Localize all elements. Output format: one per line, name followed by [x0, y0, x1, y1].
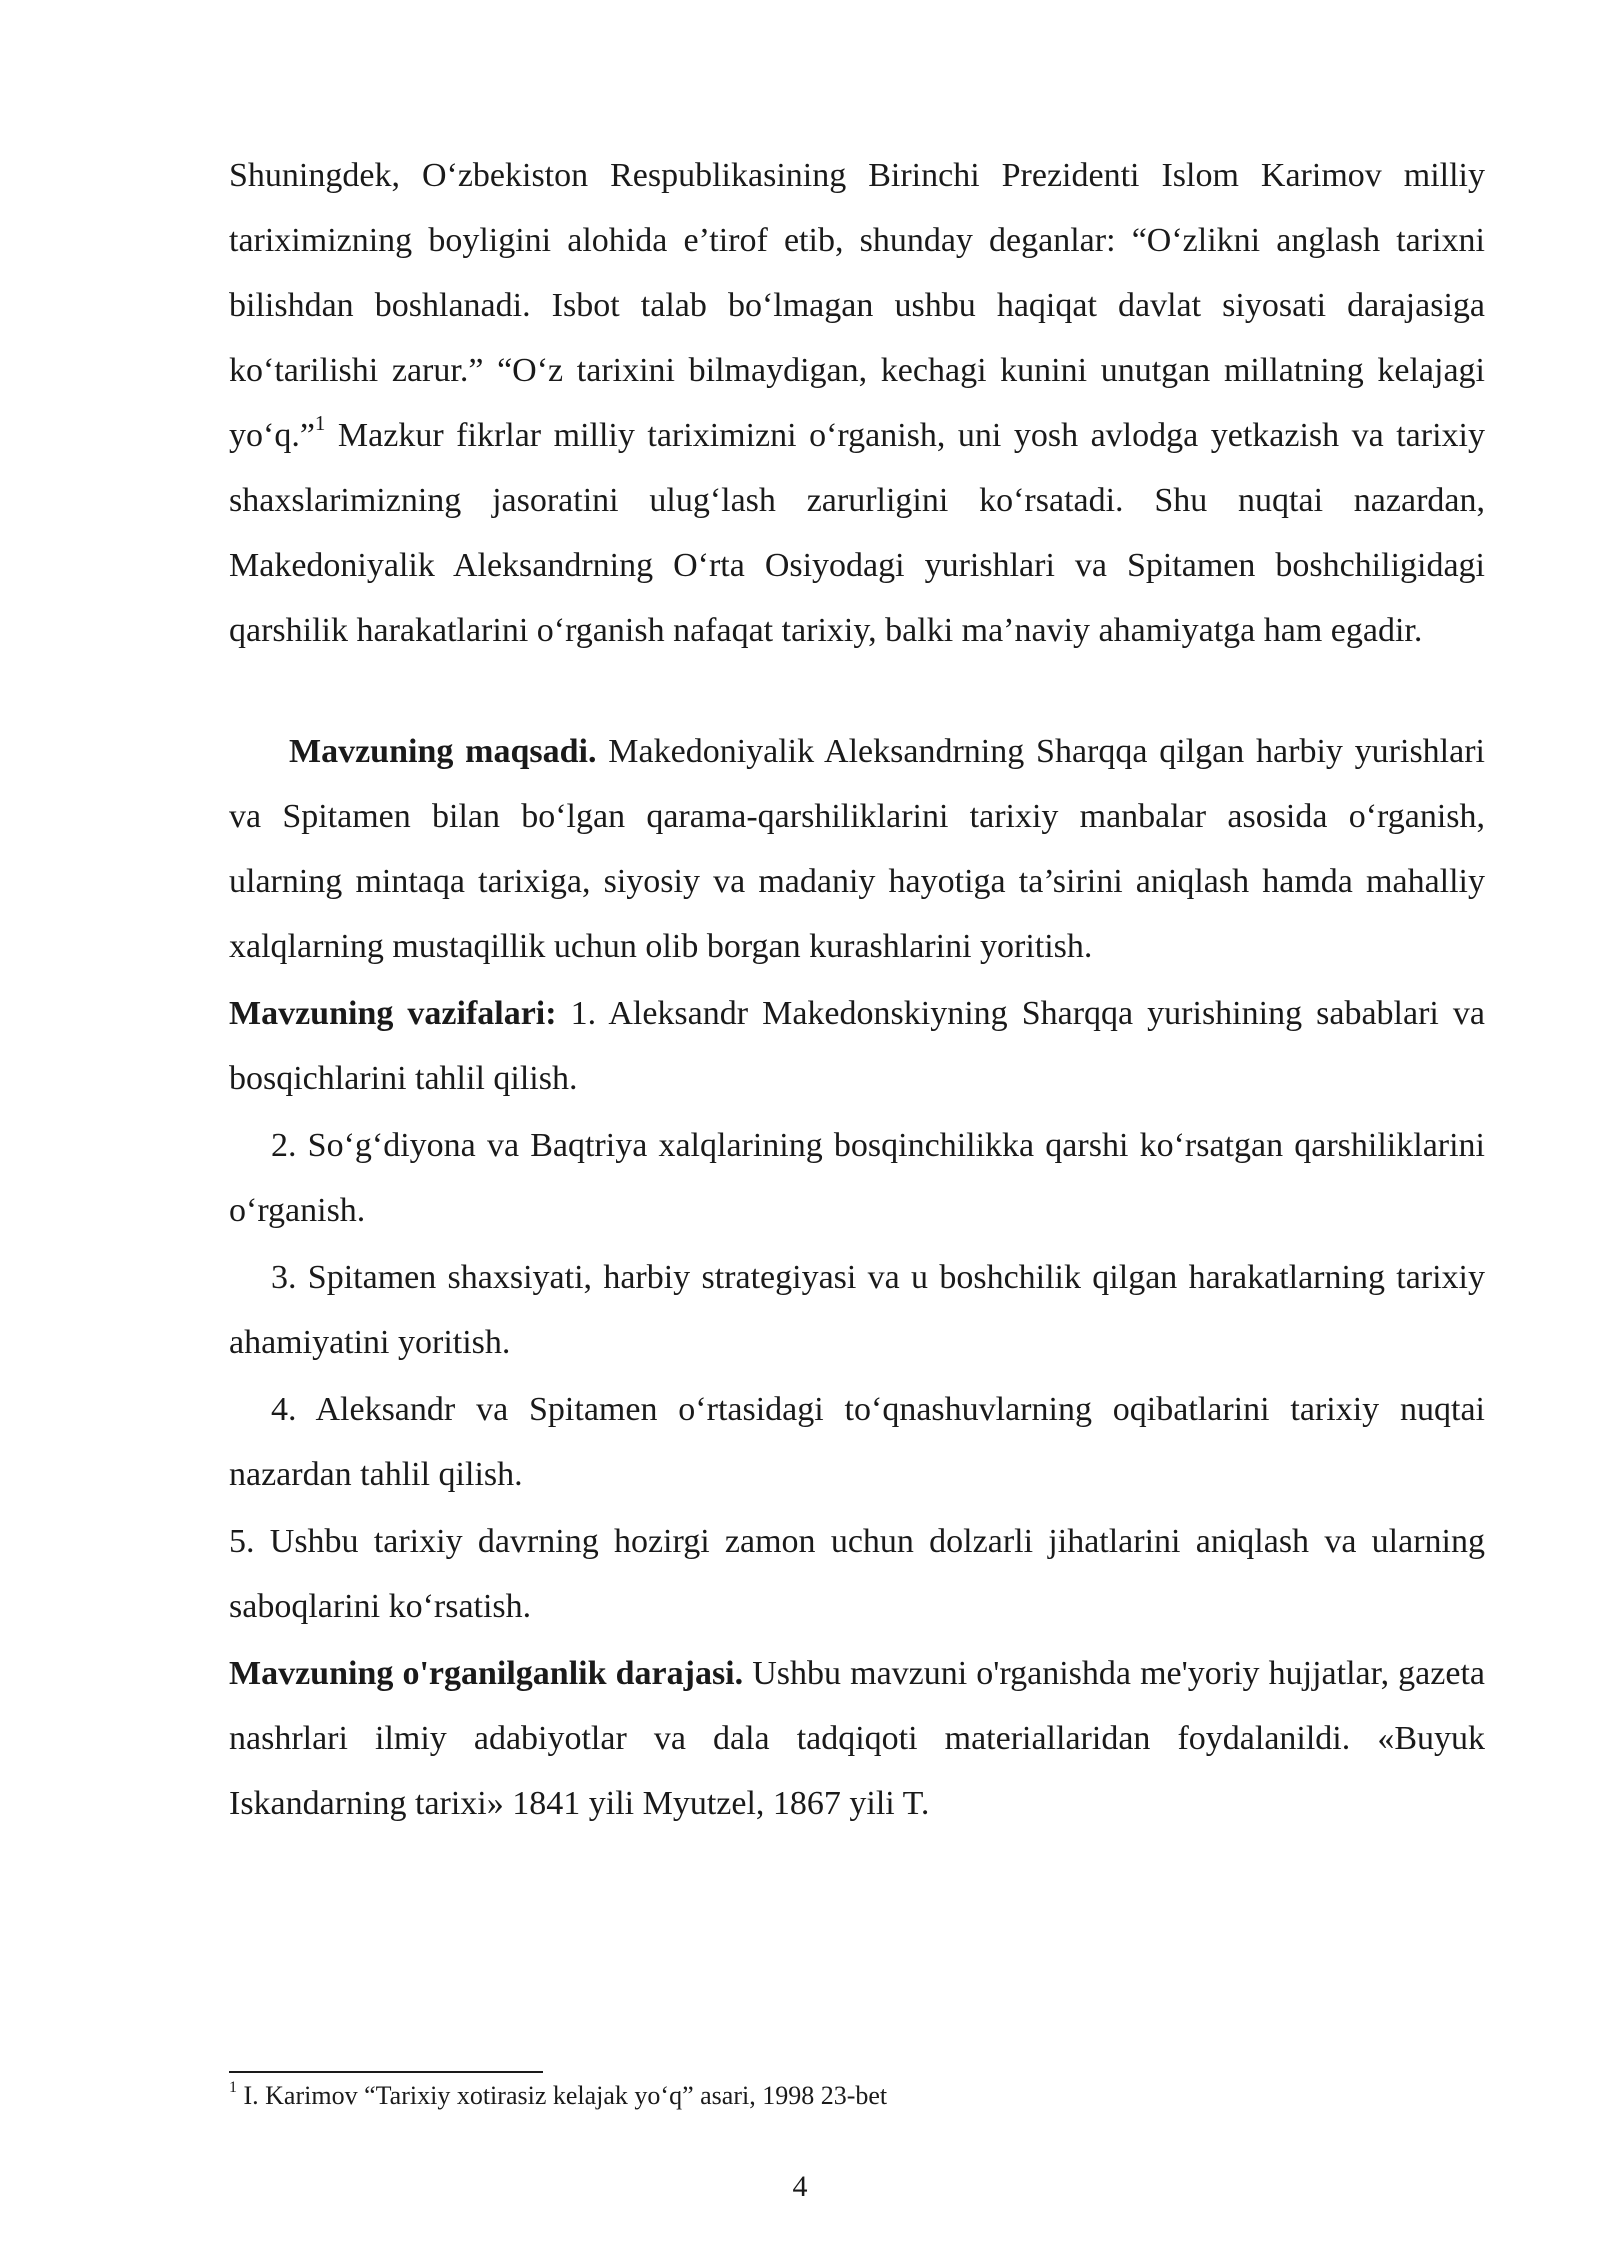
footnote	[229, 2079, 887, 2113]
study-level-paragraph	[229, 1641, 1485, 1836]
study-level-text: Ushbu mavzuni o'rganishda me'yoriy hujjatlar, gazeta nashrlari ilmiy adabiyotlar va dala tadqiqoti materiallaridan foydalanildi. «Buyuk Iskandarning tarixi» 1841 yili Myutzel, 1867 yili T.	[229, 1655, 1485, 1822]
tasks-heading: Mavzuning vazifalari:	[229, 995, 557, 1032]
footnote-reference[interactable]: 1	[314, 410, 326, 435]
page-body	[229, 143, 1485, 1836]
goal-text: Makedoniyalik Aleksandrning Sharqqa qilgan harbiy yurishlari va Spitamen bilan bo‘lgan qarama-qarshiliklarini tarixiy manbalar asosida o‘rganish, ularning mintaqa tarixiga, siyosiy va madaniy hayotiga ta’sirini aniqlash hamda mahalliy xalqlarning mustaqillik uchun olib borgan kurashlarini yoritish.	[229, 733, 1485, 965]
study-level-heading: Mavzuning o'rganilganlik darajasi.	[229, 1655, 744, 1692]
intro-text: Shuningdek, O‘zbekiston Respublikasining Birinchi Prezidenti Islom Karimov milliy tariximizning boyligini alohida e’tirof etib, shunday deganlar: “O‘zlikni anglash tarixni bilishdan boshlanadi. Isbot talab bo‘lmagan ushbu haqiqat davlat siyosati darajasiga ko‘tarilishi zarur.” “O‘z tarixini bilmaydigan, kechagi kunini unutgan millatning kelajagi yo‘q.”	[229, 157, 1485, 454]
footnote-text: I. Karimov “Tarixiy xotirasiz kelajak yo‘q” asari, 1998 23-bet	[237, 2081, 888, 2110]
goal-paragraph	[229, 719, 1485, 979]
intro-paragraph	[229, 143, 1485, 663]
task-item-3: 3. Spitamen shaxsiyati, harbiy strategiyasi va u boshchilik qilgan harakatlarning tarixiy ahamiyatini yoritish.	[229, 1259, 1485, 1361]
page-number: 4	[792, 2170, 808, 2203]
task-item-4: 4. Aleksandr va Spitamen o‘rtasidagi to‘qnashuvlarning oqibatlarini tarixiy nuqtai nazardan tahlil qilish.	[229, 1391, 1485, 1493]
intro-text-continued: Mazkur fikrlar milliy tariximizni o‘rganish, uni yosh avlodga yetkazish va tarixiy shaxslarimizning jasoratini ulug‘lash zarurligini ko‘rsatadi. Shu nuqtai nazardan, Makedoniyalik Aleksandrning O‘rta Osiyodagi yurishlari va Spitamen boshchiligidagi qarshilik harakatlarini o‘rganish nafaqat tarixiy, balki ma’naviy ahamiyatga ham egadir.	[229, 417, 1485, 649]
task-item-5: 5. Ushbu tarixiy davrning hozirgi zamon uchun dolzarli jihatlarini aniqlash va ularning saboqlarini ko‘rsatish.	[229, 1523, 1485, 1625]
tasks-paragraph	[229, 981, 1485, 1111]
footnote-marker: 1	[229, 2079, 237, 2097]
task-item-1: 1. Aleksandr Makedonskiyning Sharqqa yurishining sabablari va bosqichlarini tahlil qilish.	[229, 995, 1485, 1097]
goal-heading: Mavzuning maqsadi.	[289, 733, 597, 770]
footnote-separator	[229, 2071, 543, 2073]
task-item-2: 2. So‘g‘diyona va Baqtriya xalqlarining bosqinchilikka qarshi ko‘rsatgan qarshiliklarini o‘rganish.	[229, 1127, 1485, 1229]
